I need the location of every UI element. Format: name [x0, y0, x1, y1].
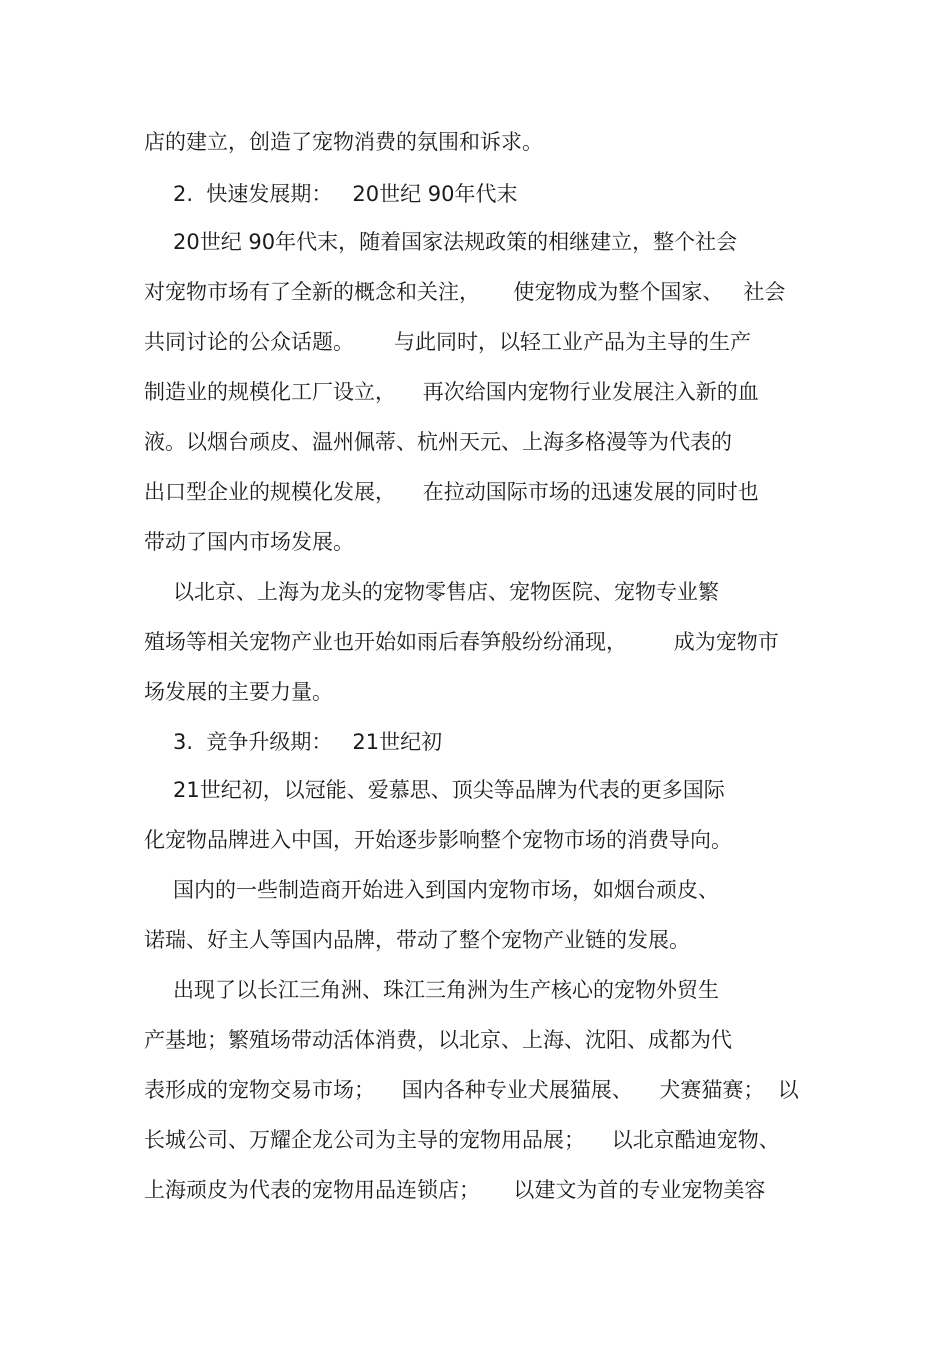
text-line: 诺瑞、好主人等国内品牌，带动了整个宠物产业链的发展。 [144, 928, 690, 952]
text-line: 长城公司、万耀企龙公司为主导的宠物用品展； 以北京酷迪宠物、 [144, 1128, 780, 1152]
text-line: 店的建立，创造了宠物消费的氛围和诉求。 [144, 130, 543, 154]
text-line: 液。以烟台顽皮、温州佩蒂、杭州天元、上海多格漫等为代表的 [144, 430, 732, 454]
text-line: 产基地；繁殖场带动活体消费，以北京、上海、沈阳、成都为代 [144, 1028, 732, 1052]
text-line: 化宠物品牌进入中国，开始逐步影响整个宠物市场的消费导向。 [144, 828, 732, 852]
text-line: 以北京、上海为龙头的宠物零售店、宠物医院、宠物专业繁 [173, 580, 719, 604]
text-line: 场发展的主要力量。 [144, 680, 333, 704]
text-line: 带动了国内市场发展。 [144, 530, 354, 554]
text-line: 共同讨论的公众话题。 与此同时，以轻工业产品为主导的生产 [144, 330, 752, 354]
text-line: 21世纪初，以冠能、爱慕思、顶尖等品牌为代表的更多国际 [173, 778, 725, 802]
text-line: 制造业的规模化工厂设立， 再次给国内宠物行业发展注入新的血 [144, 380, 759, 404]
section-heading: 3. 竞争升级期： 21世纪初 [173, 730, 443, 754]
text-line: 20世纪 90年代末，随着国家法规政策的相继建立，整个社会 [173, 230, 738, 254]
section-heading: 2. 快速发展期： 20世纪 90年代末 [173, 182, 518, 206]
text-line: 对宠物市场有了全新的概念和关注， 使宠物成为整个国家、 社会 [144, 280, 786, 304]
text-line: 出口型企业的规模化发展， 在拉动国际市场的迅速发展的同时也 [144, 480, 759, 504]
text-line: 殖场等相关宠物产业也开始如雨后春笋般纷纷涌现， 成为宠物市 [144, 630, 779, 654]
text-line: 上海顽皮为代表的宠物用品连锁店； 以建文为首的专业宠物美容 [144, 1178, 766, 1202]
text-line: 表形成的宠物交易市场； 国内各种专业犬展猫展、 犬赛猫赛； 以 [144, 1078, 799, 1102]
text-line: 出现了以长江三角洲、珠江三角洲为生产核心的宠物外贸生 [173, 978, 719, 1002]
text-line: 国内的一些制造商开始进入到国内宠物市场，如烟台顽皮、 [173, 878, 719, 902]
